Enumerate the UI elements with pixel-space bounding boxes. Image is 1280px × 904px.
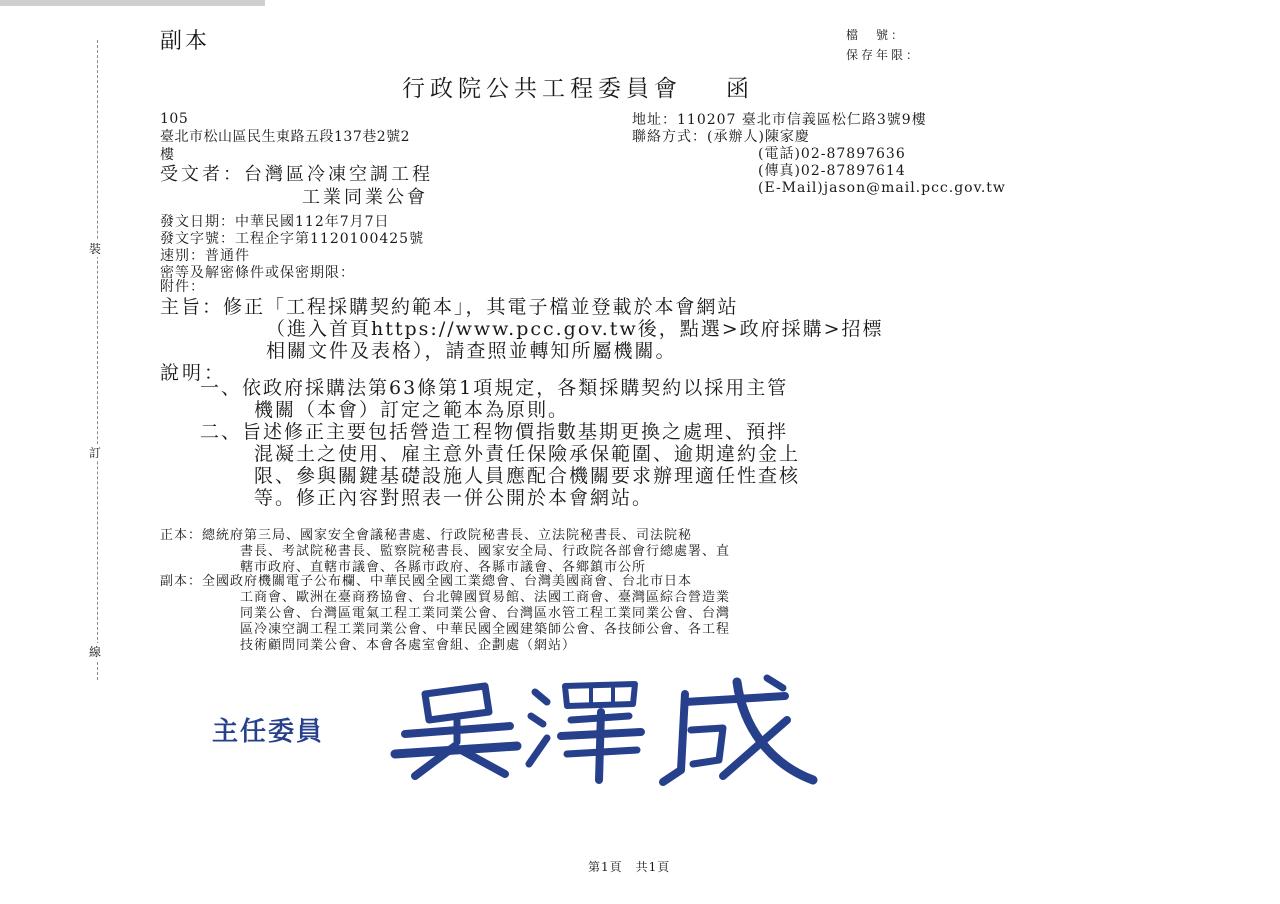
recipient-address-line1: 臺北市松山區民生東路五段137巷2號2: [160, 129, 411, 145]
item1-line1: 一、依政府採購法第63條第1項規定，各類採購契約以採用主管: [200, 377, 789, 399]
subject-line2: （進入首頁https://www.pcc.gov.tw後，點選>政府採購>招標: [266, 318, 884, 340]
explanation-item-1: [200, 377, 788, 421]
document-number: 發文字號：工程企字第1120100425號: [160, 231, 425, 247]
copy-label: 副本: [160, 29, 211, 54]
binding-mark-2: 訂: [89, 446, 102, 460]
copy-line1: 副本：全國政府機關電子公布欄、中華民國全國工業總會、台灣美國商會、台北市日本: [160, 574, 693, 589]
explanation-label: 說明：: [160, 362, 227, 384]
original-line2: 書長、考試院秘書長、監察院秘書長、國家安全局、行政院各部會行總處署、直: [240, 544, 731, 559]
binding-line: [97, 40, 98, 680]
original-line3: 轄市政府、直轄市議會、各縣市政府、各縣市議會、各鄉鎮市公所: [240, 560, 647, 575]
copy-line2: 工商會、歐洲在臺商務協會、台北韓國貿易館、法國工商會、臺灣區綜合營造業: [240, 590, 731, 605]
subject-block: [160, 296, 884, 362]
subject-line1: 主旨：修正「工程採購契約範本」，其電子檔並登載於本會網站: [160, 296, 739, 318]
sender-phone: (電話)02-87897636: [758, 146, 906, 162]
copy-recipients: [160, 574, 730, 654]
recipient-line1: 受文者：台灣區冷凍空調工程: [160, 164, 433, 185]
signature-title: 主任委員: [212, 717, 325, 747]
copy-line5: 技術顧問同業公會、本會各處室會組、企劃處（網站）: [240, 638, 577, 653]
original-recipients: [160, 528, 730, 576]
document-title: [402, 70, 754, 103]
explanation-item-2: [200, 421, 800, 509]
retention-label: 保存年限：: [846, 48, 922, 62]
recipient-address-line2: 樓: [160, 147, 175, 163]
scan-artifact-bar: [0, 0, 265, 6]
signature-strokes: [395, 678, 813, 782]
copy-line3: 同業公會、台灣區電氣工程工業同業公會、台灣區水管工程工業同業公會、台灣: [240, 606, 731, 621]
issue-date: 發文日期：中華民國112年7月7日: [160, 214, 390, 230]
recipient-postal-code: 105: [160, 111, 189, 127]
urgency: 速別：普通件: [160, 248, 250, 264]
recipient-block: [160, 163, 433, 209]
signature-stamp: [385, 672, 835, 787]
file-number-label: 檔 號：: [846, 28, 907, 42]
original-line1: 正本：總統府第三局、國家安全會議秘書處、行政院秘書長、立法院秘書長、司法院秘: [160, 528, 693, 543]
item2-line2: 混凝土之使用、雇主意外責任保險承保範圍、逾期違約金上: [254, 443, 801, 465]
item2-line3: 限、參與關鍵基礎設施人員應配合機關要求辦理適任性查核: [254, 465, 801, 487]
binding-mark-3: 線: [89, 645, 102, 659]
copy-line4: 區冷凍空調工程工業同業公會、中華民國全國建築師公會、各技師公會、各工程: [240, 622, 731, 637]
sender-contact: 聯絡方式：(承辦人)陳家慶: [632, 129, 810, 145]
sender-email: (E-Mail)jason@mail.pcc.gov.tw: [758, 180, 1006, 196]
classification: 密等及解密條件或保密期限：: [160, 265, 355, 281]
subject-line3: 相關文件及表格），請查照並轉知所屬機關。: [266, 340, 677, 362]
item2-line4: 等。修正內容對照表一併公開於本會網站。: [254, 487, 654, 509]
document-type: 函: [726, 76, 754, 102]
item2-line1: 二、旨述修正主要包括營造工程物價指數基期更換之處理、預拌: [200, 421, 789, 443]
recipient-line2: 工業同業公會: [302, 187, 428, 208]
agency-name: 行政院公共工程委員會: [402, 76, 682, 102]
sender-address: 地址：110207 臺北市信義區松仁路3號9樓: [632, 112, 927, 128]
binding-mark-1: 裝: [89, 242, 102, 256]
sender-fax: (傳真)02-87897614: [758, 163, 906, 179]
attachments: 附件：: [160, 279, 205, 295]
page-footer: 第1頁 共1頁: [588, 860, 671, 874]
item1-line2: 機關（本會）訂定之範本為原則。: [254, 399, 570, 421]
